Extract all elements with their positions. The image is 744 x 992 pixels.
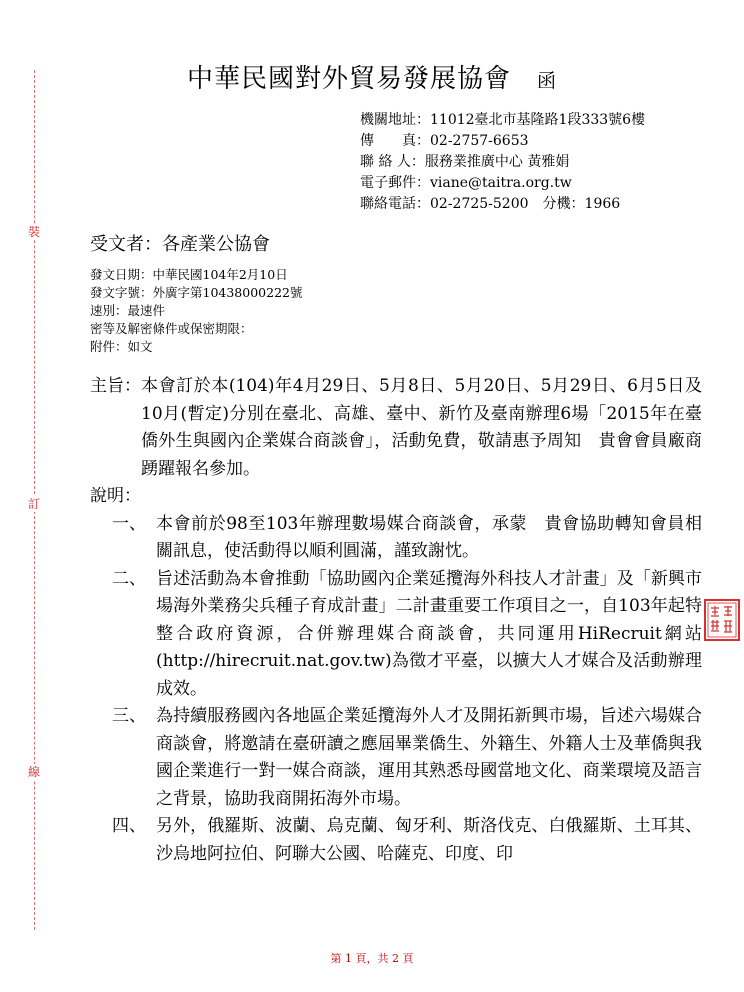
explanation-item xyxy=(90,703,702,813)
item-number: 四、 xyxy=(112,816,146,836)
urgency: 速別：最速件 xyxy=(90,303,166,318)
sender-email: 電子郵件：viane@taitra.org.tw xyxy=(360,175,572,191)
subject-paragraph xyxy=(90,373,702,483)
sender-info xyxy=(360,110,645,215)
item-number: 一、 xyxy=(112,513,146,534)
page-number: 第 1 頁，共 2 頁 xyxy=(330,952,414,965)
document-meta xyxy=(90,266,302,356)
binding-char-middle: 訂 xyxy=(27,497,40,511)
subject-label: 主旨： xyxy=(90,376,141,396)
explanation-label: 說明： xyxy=(90,486,141,506)
explanation-item xyxy=(90,813,702,868)
attachment: 附件：如文 xyxy=(90,339,153,354)
document-body xyxy=(90,373,702,868)
sender-contact: 聯 絡 人：服務業推廣中心 黃雅娟 xyxy=(360,154,570,170)
item-text: 為持續服務國內各地區企業延攬海外人才及開拓新興市場，旨述六場媒合商談會，將邀請在臺研讀之應屆畢業僑生、外籍生、外籍人士及華僑與我國企業進行一對一媒合商談，運用其熟悉母國當地文化、商業環境及語言之背景，協助我商開拓海外市場。 xyxy=(156,706,702,809)
official-seal-stamp xyxy=(703,598,741,642)
explanation-item xyxy=(90,511,702,566)
item-text: 本會前於98至103年辦理數場媒合商談會，承蒙 貴會協助轉知會員相關訊息，使活動得以順利圓滿，謹致謝忱。 xyxy=(156,513,702,561)
document-type: 函 xyxy=(537,70,558,92)
subject-text: 本會訂於本(104)年4月29日、5月8日、5月20日、5月29日、6月5日及10月(暫定)分別在臺北、高雄、臺中、新竹及臺南辦理6場「2015年在臺僑外生與國內企業媒合商談會」，活動免費，敬請惠予周知 貴會會員廠商踴躍報名參加。 xyxy=(141,376,702,479)
sender-fax: 傳 真：02-2757-6653 xyxy=(360,133,529,149)
item-number: 三、 xyxy=(112,706,146,726)
item-number: 二、 xyxy=(112,568,146,589)
confidentiality: 密等及解密條件或保密期限： xyxy=(90,321,253,336)
item-text: 另外，俄羅斯、波蘭、烏克蘭、匈牙利、斯洛伐克、白俄羅斯、土耳其、沙烏地阿拉伯、阿聯大公國、哈薩克、印度、印 xyxy=(156,816,702,864)
recipient: 受文者：各產業公協會 xyxy=(90,234,270,255)
document-title xyxy=(0,58,744,95)
sender-phone: 聯絡電話：02-2725-5200 分機：1966 xyxy=(360,196,621,212)
explanation-heading xyxy=(90,483,702,511)
explanation-item xyxy=(90,566,702,704)
issue-date: 發文日期：中華民國104年2月10日 xyxy=(90,267,288,282)
item-text: 旨述活動為本會推動「協助國內企業延攬海外科技人才計畫」及「新興市場海外業務尖兵種子育成計畫」二計畫重要工作項目之一，自103年起特整合政府資源，合併辦理媒合商談會，共同運用HiRecruit網站(http://hirecruit.nat.gov.tw)為徵才平臺，以擴大人才媒合及活動辦理成效。 xyxy=(156,568,702,699)
organization-name: 中華民國對外貿易發展協會 xyxy=(186,64,511,94)
document-number: 發文字號：外廣字第10438000222號 xyxy=(90,285,303,300)
binding-char-bottom: 線 xyxy=(27,765,40,779)
sender-address: 機關地址：11012臺北市基隆路1段333號6樓 xyxy=(360,112,646,128)
binding-char-top: 裝 xyxy=(27,225,40,239)
